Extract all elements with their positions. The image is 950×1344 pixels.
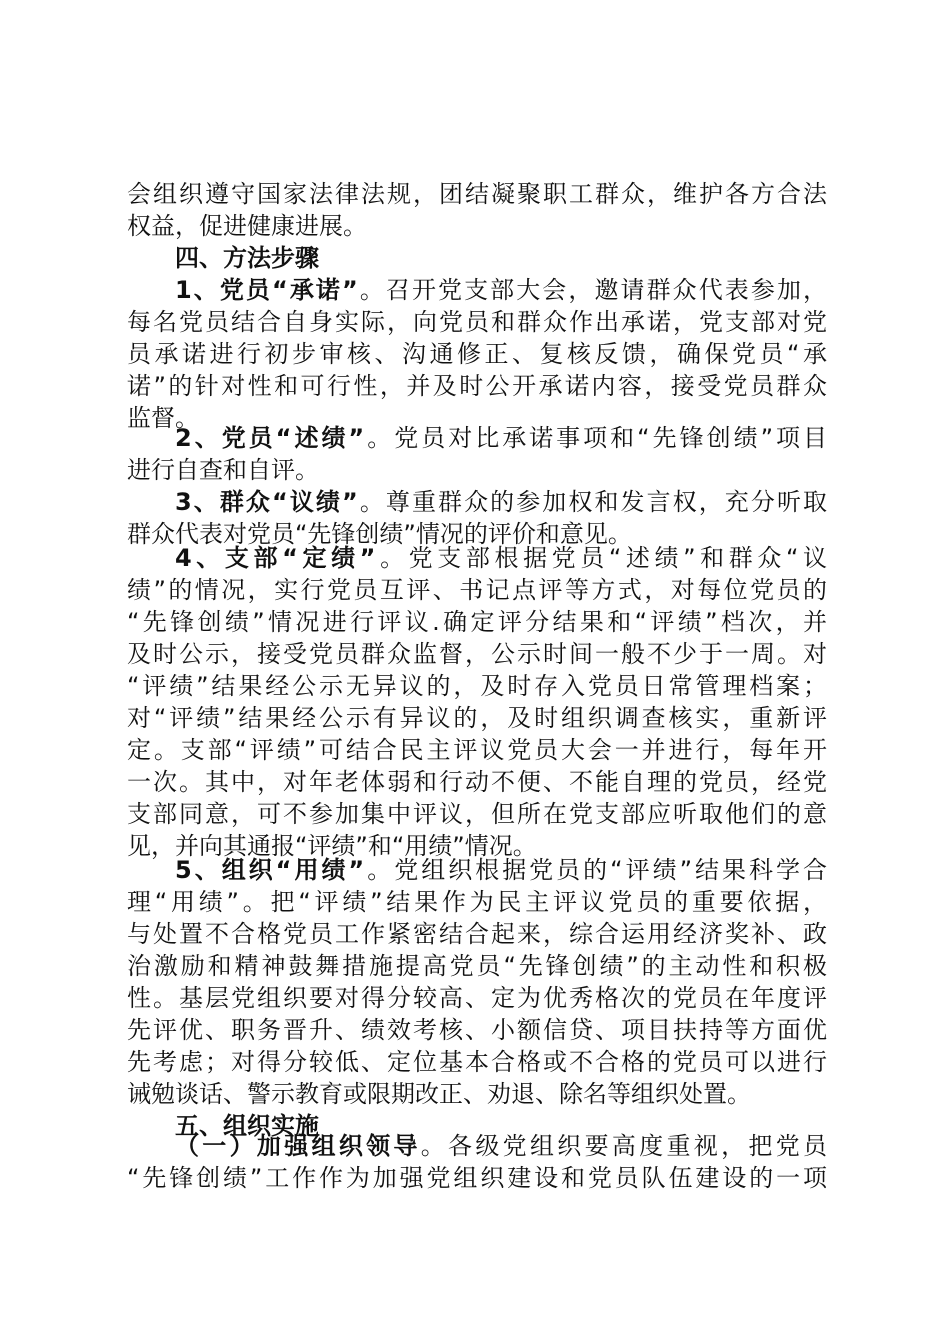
step-heading-line: 3、群众“议绩”。尊重群众的参加权和发言权，充分听取 xyxy=(175,488,828,516)
text-line: 会组织遵守国家法律法规，团结凝聚职工群众，维护各方合法 xyxy=(127,180,827,208)
text-line: 见，并向其通报“评绩”和“用绩”情况。 xyxy=(127,832,537,860)
step-heading-line: 4、支部“定绩”。党支部根据党员“述绩”和群众“议 xyxy=(175,544,827,572)
text-line: 及时公示，接受党员群众监督，公示时间一般不少于一周。对 xyxy=(127,640,827,668)
text-line: 员承诺进行初步审核、沟通修正、复核反馈，确保党员“承 xyxy=(127,340,827,368)
text-line: 权益，促进健康进展。 xyxy=(127,212,367,240)
text-line: 定。支部“评绩”可结合民主评议党员大会一并进行，每年开 xyxy=(127,736,827,764)
text-line: “先锋创绩”情况进行评议.确定评分结果和“评绩”档次，并 xyxy=(127,608,827,636)
text-line: 进行自查和自评。 xyxy=(127,456,319,484)
text-line: 先评优、职务晋升、绩效考核、小额信贷、项目扶持等方面优 xyxy=(127,1016,827,1044)
text-line: “评绩”结果经公示无异议的，及时存入党员日常管理档案； xyxy=(127,672,827,700)
subsection-heading-line: （一）加强组织领导。各级党组织要高度重视，把党员 xyxy=(175,1132,828,1160)
text-line: 诫勉谈话、警示教育或限期改正、劝退、除名等组织处置。 xyxy=(127,1080,751,1108)
text-line: “先锋创绩”工作作为加强党组织建设和党员队伍建设的一项 xyxy=(127,1164,827,1192)
text-line: 支部同意，可不参加集中评议，但所在党支部应听取他们的意 xyxy=(127,800,827,828)
text-line: 监督。 xyxy=(127,404,199,432)
section-heading: 四、方法步骤 xyxy=(175,244,319,272)
text-line: 群众代表对党员“先锋创绩”情况的评价和意见。 xyxy=(127,520,632,548)
text-line: 对“评绩”结果经公示有异议的，及时组织调查核实，重新评 xyxy=(127,704,827,732)
step-heading-line: 2、党员“述绩”。党员对比承诺事项和“先锋创绩”项目 xyxy=(175,424,827,452)
text-line: 先考虑；对得分较低、定位基本合格或不合格的党员可以进行 xyxy=(127,1048,827,1076)
step-heading-line: 5、组织“用绩”。党组织根据党员的“评绩”结果科学合 xyxy=(175,856,827,884)
step-heading-line: 1、党员“承诺”。召开党支部大会，邀请群众代表参加， xyxy=(175,276,828,304)
text-line: 治激励和精神鼓舞措施提高党员“先锋创绩”的主动性和积极 xyxy=(127,952,827,980)
section-heading: 五、组织实施 xyxy=(175,1112,319,1140)
text-line: 理“用绩”。把“评绩”结果作为民主评议党员的重要依据， xyxy=(127,888,827,916)
text-line: 每名党员结合自身实际，向党员和群众作出承诺，党支部对党 xyxy=(127,308,827,336)
text-line: 与处置不合格党员工作紧密结合起来，综合运用经济奖补、政 xyxy=(127,920,827,948)
text-line: 诺”的针对性和可行性，并及时公开承诺内容，接受党员群众 xyxy=(127,372,827,400)
text-line: 一次。其中，对年老体弱和行动不便、不能自理的党员，经党 xyxy=(127,768,827,796)
text-line: 性。基层党组织要对得分较高、定为优秀格次的党员在年度评 xyxy=(127,984,827,1012)
text-line: 绩”的情况，实行党员互评、书记点评等方式，对每位党员的 xyxy=(127,576,827,604)
